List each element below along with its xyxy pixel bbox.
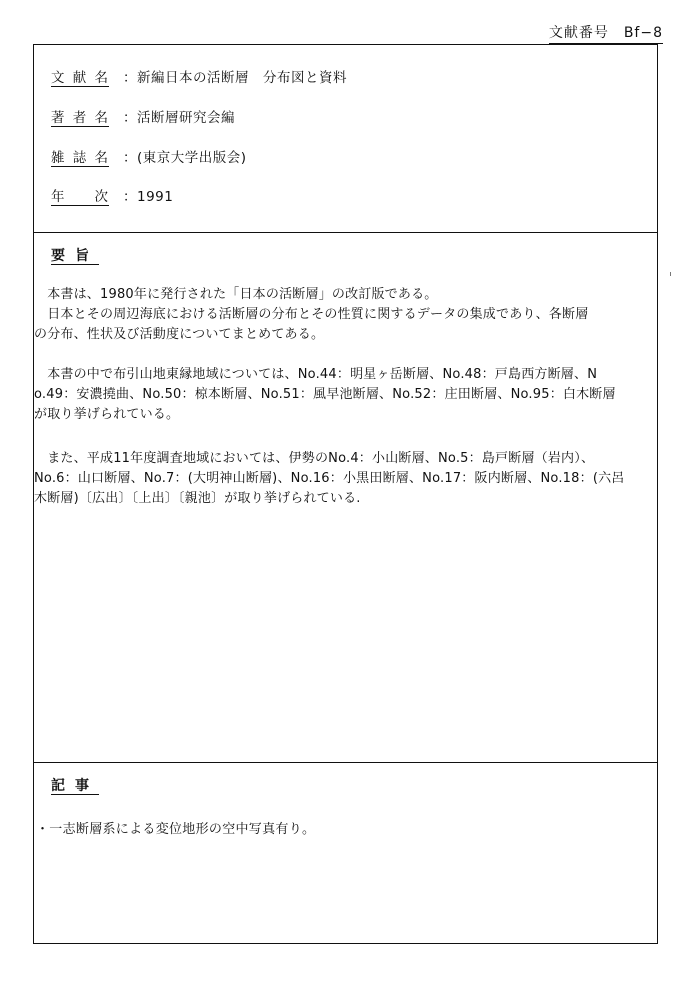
- journal-value: ：(東京大学出版会): [123, 150, 247, 166]
- summary-paragraph-2: [34, 365, 655, 425]
- summary-paragraph-3: [34, 449, 655, 509]
- summary-line: o.49：安濃撓曲、No.50：椋本断層、No.51：風早池断層、No.52：庄田断層、No.95：白木断層: [34, 387, 616, 402]
- journal-label: 雑誌名: [51, 150, 109, 166]
- author-field: [51, 106, 235, 127]
- title-field: [51, 66, 347, 87]
- title-value: ：新編日本の活断層 分布図と資料: [123, 70, 347, 86]
- document-record-form: [33, 44, 658, 944]
- article-item: ・一志断層系による変位地形の空中写真有り。: [36, 822, 316, 837]
- bibliographic-section: [34, 45, 657, 233]
- summary-line: 本書の中で布引山地東縁地域については、No.44：明星ヶ岳断層、No.48：戸島西方断層、N: [34, 367, 598, 382]
- article-section: [34, 763, 657, 943]
- summary-line: 本書は、1980年に発行された「日本の活断層」の改訂版である。: [34, 287, 438, 302]
- document-number: 文献番号 Bf−8: [549, 22, 663, 44]
- scan-mark: [670, 272, 671, 276]
- year-field: [51, 185, 173, 206]
- summary-line: また、平成11年度調査地域においては、伊勢のNo.4：小山断層、No.5：島戸断層（岩内）、: [34, 451, 595, 466]
- article-heading: 記事: [51, 778, 99, 794]
- summary-line: 日本とその周辺海底における活断層の分布とその性質に関するデータの集成であり、各断層: [34, 307, 589, 322]
- year-value: ：1991: [123, 189, 174, 205]
- summary-line: No.6：山口断層、No.7：(大明神山断層)、No.16：小黒田断層、No.17：阪内断層、No.18：(六呂: [34, 471, 625, 486]
- summary-paragraph-1: [34, 285, 655, 345]
- title-label: 文献名: [51, 70, 109, 86]
- summary-line: 木断層)〔広出〕〔上出〕〔親池〕が取り挙げられている.: [34, 491, 361, 506]
- author-label: 著者名: [51, 110, 109, 126]
- summary-line: が取り挙げられている。: [34, 407, 180, 422]
- summary-heading: 要旨: [51, 248, 99, 264]
- year-label: 年次: [51, 189, 109, 205]
- summary-section: [34, 233, 657, 763]
- summary-line: の分布、性状及び活動度についてまとめてある。: [34, 327, 325, 342]
- journal-field: [51, 146, 247, 167]
- author-value: ：活断層研究会編: [123, 110, 235, 126]
